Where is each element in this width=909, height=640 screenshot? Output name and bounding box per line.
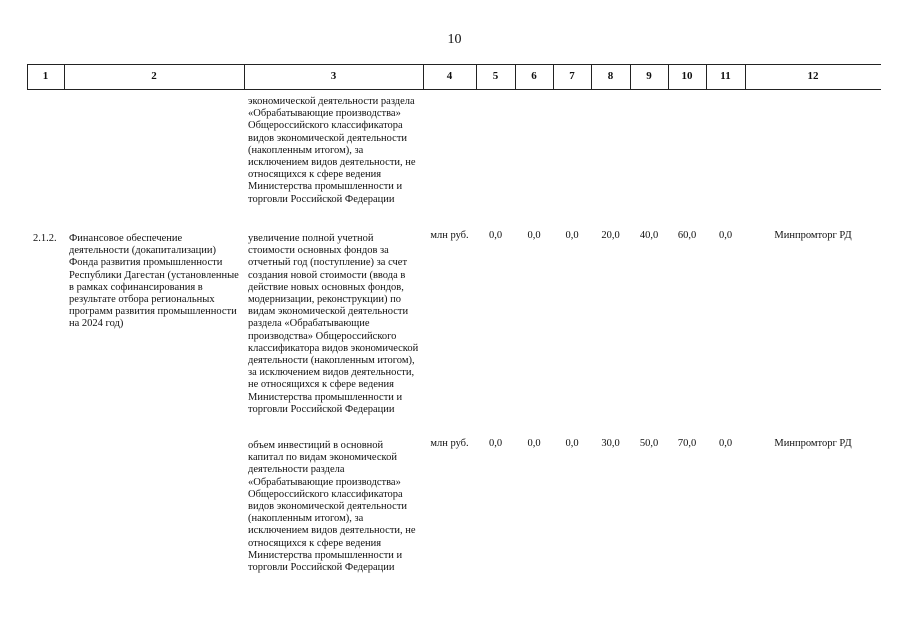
- executor-cell: Минпромторг РД: [774, 230, 852, 241]
- value-cell: 0,0: [527, 438, 541, 449]
- column-header: 12: [807, 70, 819, 82]
- row-code: 2.1.2.: [33, 233, 57, 244]
- value-cell: 40,0: [639, 230, 659, 241]
- table-top-border: [27, 64, 881, 65]
- indicator-text: объем инвестиций в основной капитал по видам экономической деятельности раздела «Обрабатывающие производства» Общероссийского классификатора видов экономической деятельности (накопленным итогом), за исключением видов деятельности, не относящихся к сфере ведения Министерства промышленности и торговли Российской Федерации: [248, 440, 416, 574]
- column-header: 5: [492, 70, 499, 82]
- value-cell: 0,0: [718, 230, 733, 241]
- column-header: 9: [646, 70, 652, 82]
- value-cell: 0,0: [488, 438, 503, 449]
- column-header: 10: [681, 70, 693, 82]
- column-header: 11: [720, 70, 731, 82]
- page-number: 10: [447, 32, 462, 47]
- column-header: 1: [42, 70, 49, 82]
- value-cell: 0,0: [718, 438, 733, 449]
- column-header: 8: [607, 70, 614, 82]
- value-cell: 0,0: [488, 230, 503, 241]
- unit-cell: млн руб.: [430, 438, 469, 449]
- column-header: 4: [446, 70, 453, 82]
- value-cell: 30,0: [601, 438, 620, 449]
- value-cell: 20,0: [601, 230, 620, 241]
- value-cell: 0,0: [527, 230, 541, 241]
- column-header: 6: [531, 70, 537, 82]
- value-cell: 0,0: [565, 230, 579, 241]
- row-name: Финансовое обеспечение деятельности (докапитализации) Фонда развития промышленности Республики Дагестан (установленные в рамках софинансирования в результате отбора региональных программ развития промышленности на 2024 год): [69, 233, 239, 330]
- column-header: 7: [569, 70, 575, 82]
- header-bottom-border: [27, 89, 881, 90]
- column-header: 2: [151, 70, 157, 82]
- indicator-text: увеличение полной учетной стоимости основных фондов за отчетный год (поступление) за счет создания новой стоимости (ввода в действие новых основных фондов, модернизации, реконструкции) по видам экономической деятельности раздела «Обрабатывающие производства» Общероссийского классификатора видов экономической деятельности (накопленным итогом), за исключением видов деятельности, не относящихся к сфере ведения Министерства промышленности и торговли Российской Федерации: [248, 233, 419, 415]
- value-cell: 70,0: [677, 438, 697, 449]
- column-header: 3: [330, 70, 337, 82]
- value-cell: 0,0: [565, 438, 579, 449]
- unit-cell: млн руб.: [430, 230, 469, 241]
- executor-cell: Минпромторг РД: [774, 438, 852, 449]
- value-cell: 50,0: [639, 438, 659, 449]
- value-cell: 60,0: [677, 230, 697, 241]
- indicator-text: экономической деятельности раздела «Обрабатывающие производства» Общероссийского классификатора видов экономической деятельности (накопленным итогом), за исключением видов деятельности, не относящихся к сфере ведения Министерства промышленности и торговли Российской Федерации: [248, 96, 416, 205]
